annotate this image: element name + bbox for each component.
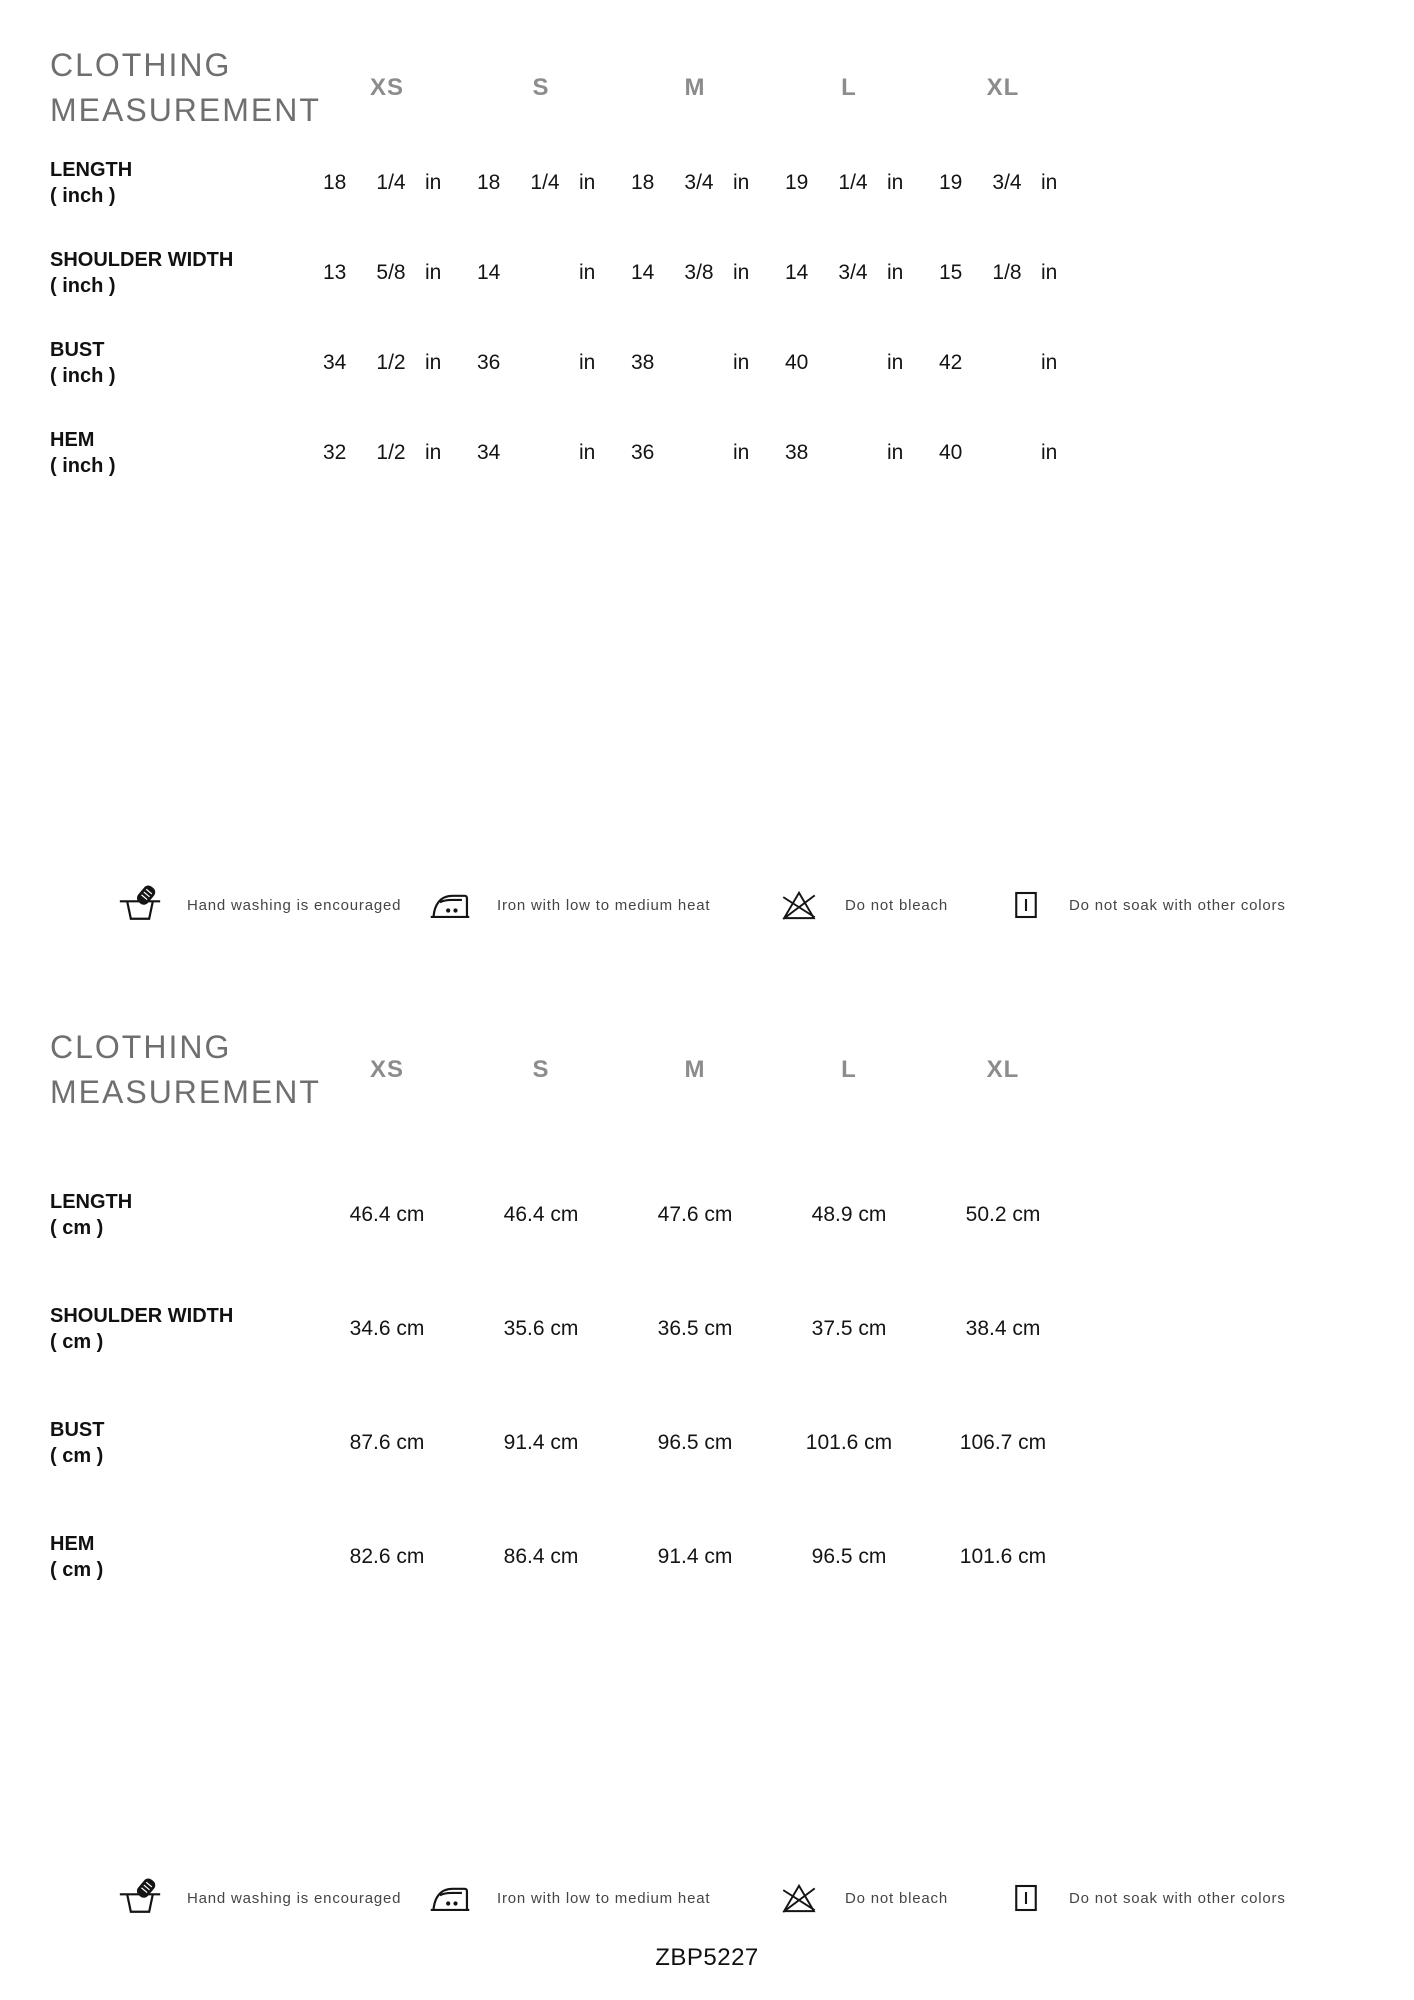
row-label-block xyxy=(50,1189,310,1241)
product-code: ZBP5227 xyxy=(655,1944,759,1971)
measurement-rows xyxy=(50,1158,1080,1614)
care-item-do-not-bleach xyxy=(778,1875,948,1921)
measurement-value: 18 1/4 in xyxy=(477,171,596,194)
section-title-line1: CLOTHING xyxy=(50,1029,232,1065)
row-unit-label: ( cm ) xyxy=(50,1445,104,1467)
care-label: Do not soak with other colors xyxy=(1069,896,1286,914)
measurement-value: 36.5 cm xyxy=(657,1317,733,1340)
do-not-soak-icon xyxy=(1008,884,1044,926)
row-unit-label: ( inch ) xyxy=(50,365,116,387)
measurement-value: 46.4 cm xyxy=(503,1203,579,1226)
row-unit-label: ( cm ) xyxy=(50,1559,104,1581)
size-header-row xyxy=(50,1024,1080,1116)
row-label-block xyxy=(50,1303,310,1355)
size-header-xl: XL xyxy=(986,74,1020,101)
size-header-l: L xyxy=(841,1056,857,1083)
row-label: LENGTH xyxy=(50,159,133,181)
table-row-shoulder-width-inch xyxy=(50,228,1080,318)
row-label: BUST xyxy=(50,1419,105,1441)
section-title-line2: MEASUREMENT xyxy=(50,1074,321,1110)
measurement-value: 50.2 cm xyxy=(965,1203,1041,1226)
measurement-value: 96.5 cm xyxy=(811,1545,887,1568)
do-not-bleach-icon xyxy=(778,1877,820,1919)
measurement-value: 40 in xyxy=(939,441,1058,464)
row-label: HEM xyxy=(50,429,95,451)
measurement-value: 36 in xyxy=(477,351,596,374)
care-instructions-row xyxy=(0,1875,1414,1921)
row-label-block xyxy=(50,157,310,209)
measurement-value: 38 in xyxy=(785,441,904,464)
measurement-value: 96.5 cm xyxy=(657,1431,733,1454)
table-row-length-inch xyxy=(50,138,1080,228)
do-not-soak-icon xyxy=(1008,1877,1044,1919)
care-item-iron xyxy=(428,1875,710,1921)
row-unit-label: ( cm ) xyxy=(50,1217,104,1239)
measurement-value: 40 in xyxy=(785,351,904,374)
measurement-value: 38 in xyxy=(631,351,750,374)
care-label: Do not soak with other colors xyxy=(1069,1889,1286,1907)
do-not-bleach-icon xyxy=(778,884,820,926)
section-title-line2: MEASUREMENT xyxy=(50,92,321,128)
measurement-value: 34 in xyxy=(477,441,596,464)
row-label-block xyxy=(50,247,310,299)
section-title xyxy=(50,1025,321,1115)
size-header-s: S xyxy=(532,1056,550,1083)
measurement-value: 91.4 cm xyxy=(657,1545,733,1568)
size-header-xs: XS xyxy=(369,74,404,101)
measurement-value: 19 3/4 in xyxy=(939,171,1058,194)
measurement-value: 86.4 cm xyxy=(503,1545,579,1568)
measurement-value: 32 1/2 in xyxy=(323,441,442,464)
measurement-value: 46.4 cm xyxy=(349,1203,425,1226)
measurement-value: 14 in xyxy=(477,261,596,284)
measurement-value: 101.6 cm xyxy=(805,1431,893,1454)
measurement-section-cm xyxy=(50,1024,1080,1614)
measurement-value: 91.4 cm xyxy=(503,1431,579,1454)
measurement-value: 106.7 cm xyxy=(959,1431,1047,1454)
table-row-length-cm xyxy=(50,1158,1080,1272)
measurement-value: 37.5 cm xyxy=(811,1317,887,1340)
care-label: Do not bleach xyxy=(845,896,948,914)
measurement-value: 34 1/2 in xyxy=(323,351,442,374)
row-label: SHOULDER WIDTH xyxy=(50,249,234,271)
row-unit-label: ( inch ) xyxy=(50,455,116,477)
measurement-section-inch xyxy=(50,42,1080,498)
measurement-value: 35.6 cm xyxy=(503,1317,579,1340)
row-label-block xyxy=(50,337,310,389)
measurement-value: 36 in xyxy=(631,441,750,464)
measurement-value: 18 1/4 in xyxy=(323,171,442,194)
row-label: SHOULDER WIDTH xyxy=(50,1305,234,1327)
row-unit-label: ( inch ) xyxy=(50,185,116,207)
size-header-xl: XL xyxy=(986,1056,1020,1083)
size-header-m: M xyxy=(684,1056,706,1083)
size-header-xs: XS xyxy=(369,1056,404,1083)
hand-wash-icon xyxy=(118,883,162,927)
iron-low-heat-icon xyxy=(428,1876,472,1920)
measurement-rows xyxy=(50,138,1080,498)
measurement-value: 48.9 cm xyxy=(811,1203,887,1226)
measurement-value: 47.6 cm xyxy=(657,1203,733,1226)
row-label: LENGTH xyxy=(50,1191,133,1213)
row-unit-label: ( inch ) xyxy=(50,275,116,297)
measurement-value: 34.6 cm xyxy=(349,1317,425,1340)
care-label: Hand washing is encouraged xyxy=(187,1889,402,1907)
size-header-row xyxy=(50,42,1080,134)
measurement-value: 18 3/4 in xyxy=(631,171,750,194)
row-label-block xyxy=(50,1417,310,1469)
measurement-value: 14 3/4 in xyxy=(785,261,904,284)
care-item-iron xyxy=(428,882,710,928)
table-row-hem-inch xyxy=(50,408,1080,498)
size-header-m: M xyxy=(684,74,706,101)
measurement-value: 87.6 cm xyxy=(349,1431,425,1454)
table-row-bust-inch xyxy=(50,318,1080,408)
size-header-s: S xyxy=(532,74,550,101)
care-item-hand-wash xyxy=(118,882,401,928)
row-label: BUST xyxy=(50,339,105,361)
row-label: HEM xyxy=(50,1533,95,1555)
measurement-value: 42 in xyxy=(939,351,1058,374)
measurement-value: 19 1/4 in xyxy=(785,171,904,194)
care-label: Hand washing is encouraged xyxy=(187,896,402,914)
care-item-do-not-soak xyxy=(1008,882,1286,928)
iron-low-heat-icon xyxy=(428,883,472,927)
section-title xyxy=(50,43,321,133)
care-label: Iron with low to medium heat xyxy=(497,1889,711,1907)
table-row-shoulder-width-cm xyxy=(50,1272,1080,1386)
row-label-block xyxy=(50,427,310,479)
table-row-bust-cm xyxy=(50,1386,1080,1500)
table-row-hem-cm xyxy=(50,1500,1080,1614)
measurement-value: 14 3/8 in xyxy=(631,261,750,284)
care-label: Iron with low to medium heat xyxy=(497,896,711,914)
measurement-value: 15 1/8 in xyxy=(939,261,1058,284)
section-title-line1: CLOTHING xyxy=(50,47,232,83)
measurement-value: 101.6 cm xyxy=(959,1545,1047,1568)
care-instructions-row xyxy=(0,882,1414,928)
care-item-do-not-soak xyxy=(1008,1875,1286,1921)
row-label-block xyxy=(50,1531,310,1583)
measurement-value: 82.6 cm xyxy=(349,1545,425,1568)
measurement-value: 13 5/8 in xyxy=(323,261,442,284)
size-header-l: L xyxy=(841,74,857,101)
care-item-hand-wash xyxy=(118,1875,401,1921)
care-item-do-not-bleach xyxy=(778,882,948,928)
care-label: Do not bleach xyxy=(845,1889,948,1907)
hand-wash-icon xyxy=(118,1876,162,1920)
measurement-value: 38.4 cm xyxy=(965,1317,1041,1340)
row-unit-label: ( cm ) xyxy=(50,1331,104,1353)
